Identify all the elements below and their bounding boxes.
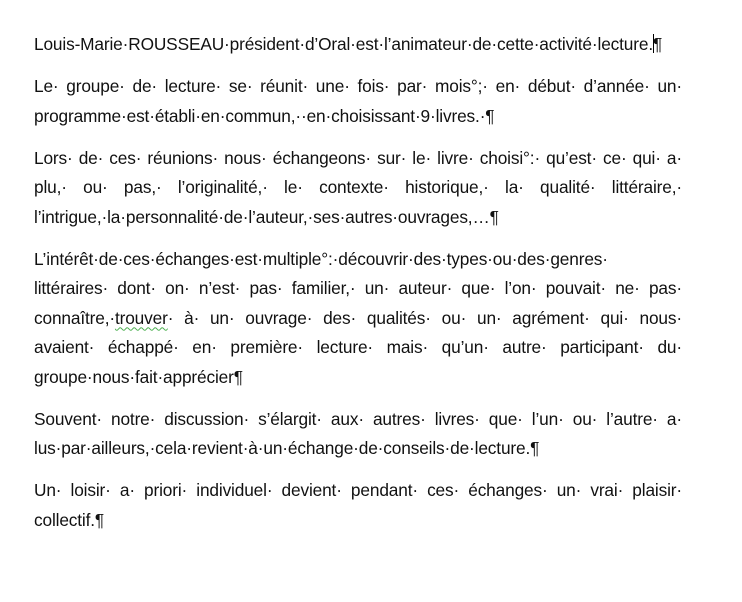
paragraph-4-text-start: L’intérêt·de·ces·échanges·est·multiple°:·découvrir·des·types·ou·des·genres· littéraires· dont· on· n’est· pas· familier,· un· auteur· que· l’on· pouvait· ne· pas· connaître,· [34, 248, 682, 328]
document-body[interactable] [34, 30, 682, 548]
pilcrow-mark: ¶ [652, 34, 663, 54]
paragraph-2[interactable]: Le· groupe· de· lecture· se· réunit· une· fois· par· mois°;· en· début· d’année· un· programme·est·établi·en·commun,··en·choisissant·9·livres.·¶ [34, 76, 682, 126]
paragraph-4[interactable] [34, 245, 682, 393]
paragraph-1[interactable] [34, 30, 682, 60]
paragraph-4-text-end: · à· un· ouvrage· des· qualités· ou· un· agrément· qui· nous· avaient· échappé· en· première· lecture· mais· qu’un· autre· participant· du· groupe·nous·fait·apprécier¶ [34, 307, 682, 387]
paragraph-3[interactable]: Lors· de· ces· réunions· nous· échangeons· sur· le· livre· choisi°:· qu’est· ce· qui· a· plu,· ou· pas,· l’originalité,· le· contexte· historique,· la· qualité· littéraire,· l’intrigue,·la·personnalité·de·l’auteur,·ses·autres·ouvrages,…¶ [34, 147, 682, 227]
paragraph-5[interactable]: Souvent· notre· discussion· s’élargit· aux· autres· livres· que· l’un· ou· l’autre· a· lus·par·ailleurs,·cela·revient·à·un·échange·de·conseils·de·lecture.¶ [34, 408, 682, 458]
paragraph-1-text: Louis-Marie·ROUSSEAU·président·d’Oral·est·l’animateur·de·cette·activité·lecture. [34, 34, 653, 54]
spellcheck-flagged-word[interactable]: trouver [114, 307, 168, 328]
paragraph-6[interactable]: Un· loisir· a· priori· individuel· devient· pendant· ces· échanges· un· vrai· plaisir· collectif.¶ [34, 480, 682, 530]
